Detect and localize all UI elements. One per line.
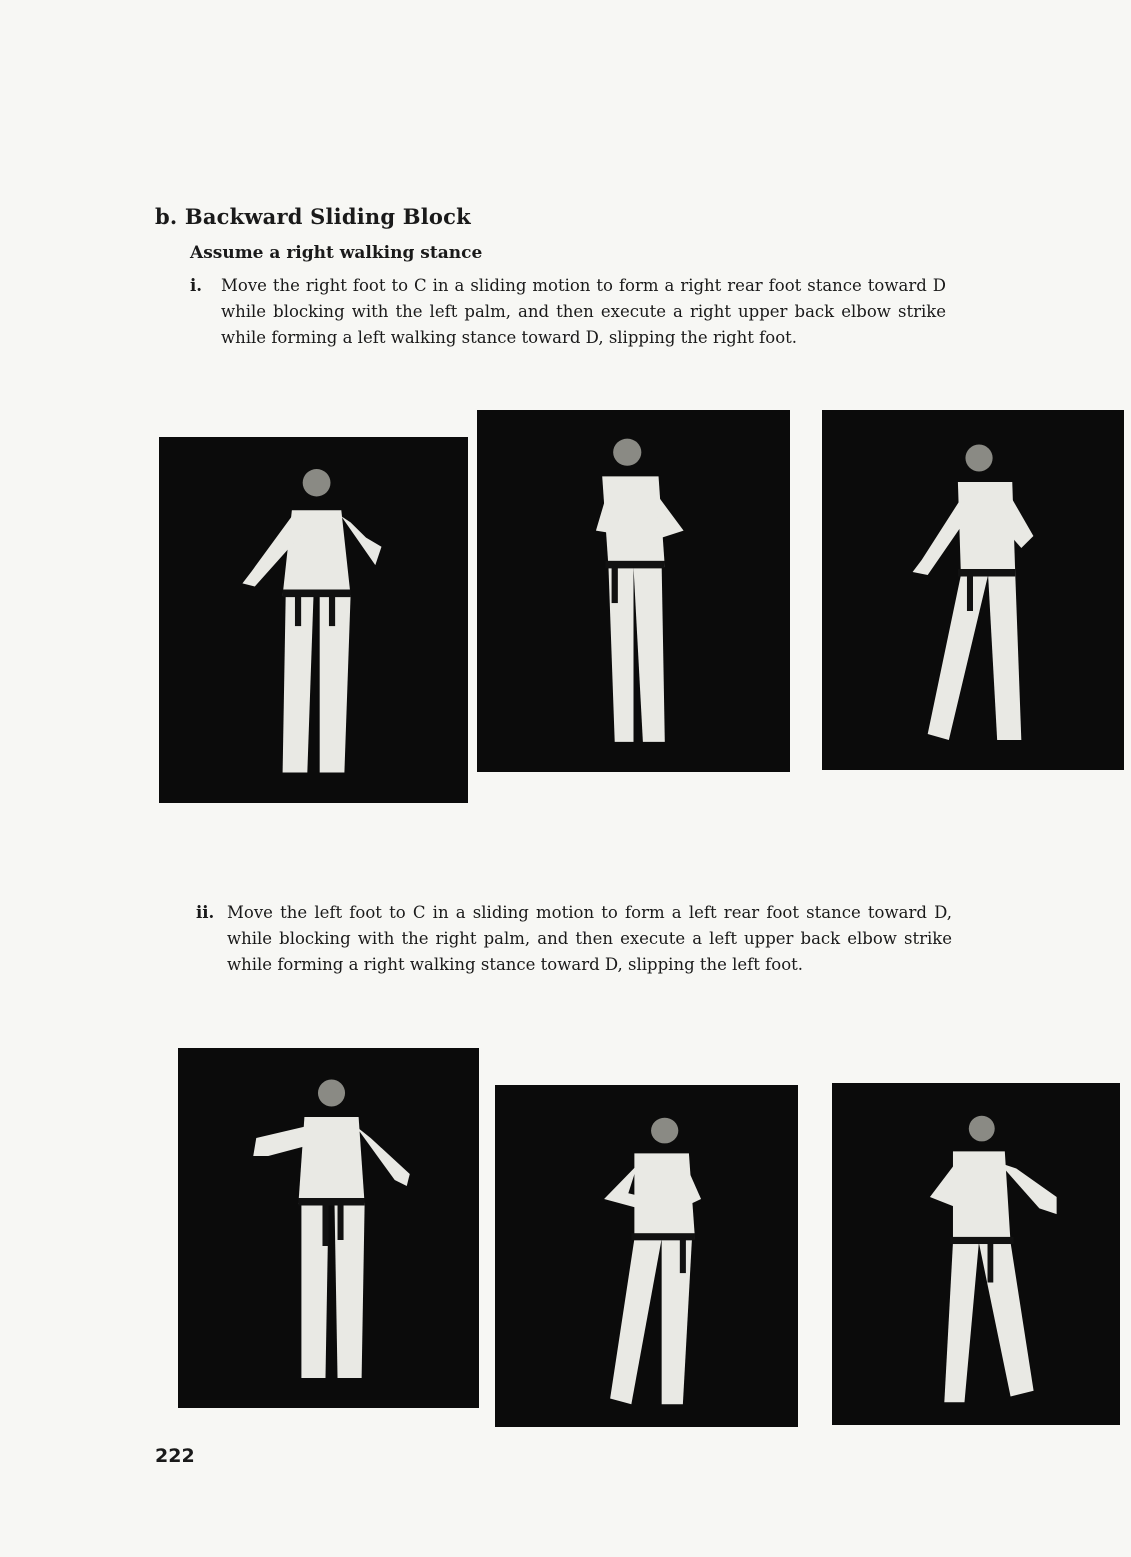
step-instruction — [196, 900, 952, 978]
photo-step-1b — [477, 410, 790, 772]
photo-step-1c — [822, 410, 1124, 770]
figure-elbow-strike — [822, 410, 1124, 770]
figure-front-stance — [178, 1048, 479, 1408]
figure-palm-block — [495, 1085, 798, 1427]
section-heading: b. Backward Sliding Block — [155, 204, 471, 229]
photo-step-2a — [178, 1048, 479, 1408]
figure-palm-block — [477, 410, 790, 772]
step-text: Move the right foot to C in a sliding motion to form a right rear foot stance toward D while blocking with the left palm, and then execute a right upper back elbow strike while forming a left walking stance toward D, slipping the right foot. — [221, 276, 946, 347]
step-marker: ii. — [196, 903, 215, 922]
photo-step-1a — [159, 437, 468, 803]
figure-front-stance — [159, 437, 468, 803]
step-text: Move the left foot to C in a sliding motion to form a left rear foot stance toward D, while blocking with the right palm, and then execute a left upper back elbow strike while forming a right walking stance toward D, slipping the left foot. — [227, 903, 952, 974]
page-number: 222 — [155, 1445, 195, 1467]
figure-elbow-strike — [832, 1083, 1120, 1425]
photo-step-2c — [832, 1083, 1120, 1425]
step-marker: i. — [190, 276, 203, 295]
photo-step-2b — [495, 1085, 798, 1427]
step-instruction — [190, 273, 946, 351]
section-subheading: Assume a right walking stance — [190, 243, 483, 263]
